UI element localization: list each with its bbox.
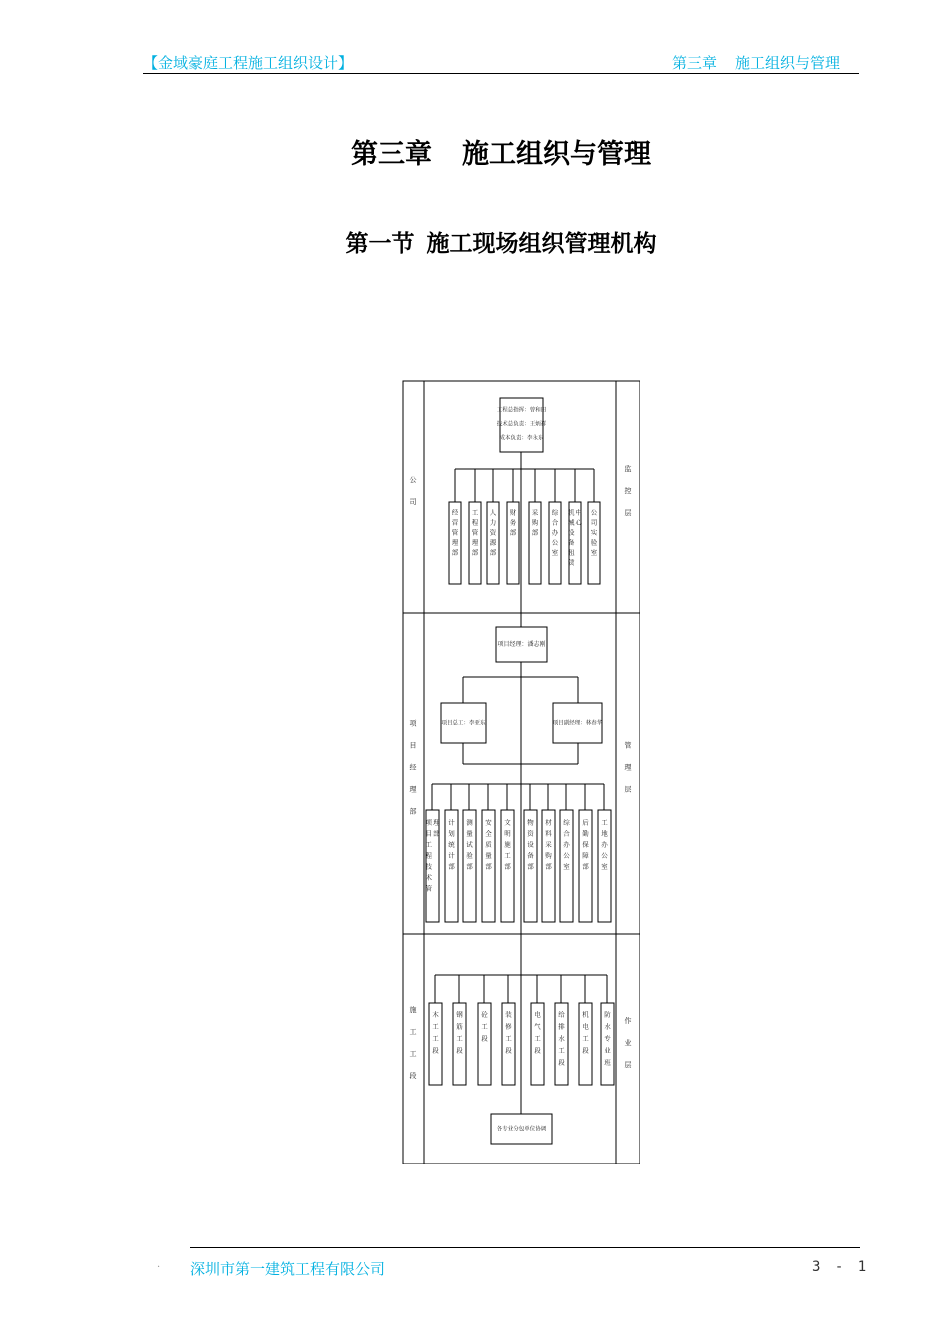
section-team-label: 砼工段 bbox=[481, 1010, 488, 1043]
project-department-label: 项目工程技术管理部 bbox=[425, 818, 440, 893]
section-title-name: 施工现场组织管理机构 bbox=[426, 230, 657, 257]
footer-page-number: 3 - 1 bbox=[812, 1259, 870, 1275]
project-department-label: 物资设备部 bbox=[527, 818, 534, 871]
section-team-label: 装修工段 bbox=[505, 1010, 512, 1055]
project-deputy-text: 项目总工：李亚东 bbox=[441, 720, 486, 727]
footer-company: 深圳市第一建筑工程有限公司 bbox=[190, 1260, 386, 1278]
company-command-text: 成本负责：李永东 bbox=[499, 435, 544, 442]
band-label-left: 施工工段 bbox=[409, 1006, 417, 1080]
header-document-title: 【金域豪庭工程施工组织设计】 bbox=[143, 54, 354, 72]
company-department-label: 机械设备租赁中心 bbox=[568, 508, 582, 567]
band-label-right: 管理层 bbox=[624, 741, 632, 794]
section-team-label: 给排水工段 bbox=[558, 1010, 565, 1067]
section-team-label: 钢筋工段 bbox=[456, 1010, 463, 1055]
band-label-left: 公司 bbox=[409, 476, 417, 506]
section-title-number: 第一节 bbox=[345, 230, 415, 257]
project-department-label: 安全质量部 bbox=[485, 818, 492, 871]
project-deputy-text: 项目副经理：林春华 bbox=[552, 720, 603, 727]
project-department-label: 后勤保障部 bbox=[582, 818, 589, 871]
section-team-label: 防水专业班 bbox=[604, 1010, 611, 1067]
company-department-label: 财务部 bbox=[509, 508, 517, 537]
band-label-left: 项目经理部 bbox=[409, 719, 417, 816]
project-department-label: 测量试验部 bbox=[466, 818, 473, 871]
project-department-label: 材料采购部 bbox=[545, 818, 552, 871]
company-department-label: 公司实验室 bbox=[590, 508, 598, 557]
company-department-label: 经营管理部 bbox=[451, 508, 459, 557]
header-chapter bbox=[672, 52, 840, 73]
company-department-label: 采购部 bbox=[531, 508, 539, 537]
header-chapter-name: 施工组织与管理 bbox=[735, 54, 841, 72]
subcontractor-text: 各专业分包单位协调 bbox=[496, 1126, 547, 1133]
project-manager-text: 项目经理：潘志刚 bbox=[497, 641, 546, 648]
chapter-title-name: 施工组织与管理 bbox=[462, 139, 651, 170]
footer-rule bbox=[190, 1247, 860, 1248]
company-command-text: 工程总指挥：曾和田 bbox=[496, 407, 547, 414]
band-label-right: 监控层 bbox=[624, 465, 632, 517]
footer-dot: · bbox=[157, 1262, 161, 1273]
project-department-label: 综合办公室 bbox=[563, 818, 570, 871]
company-department-label: 工程管理部 bbox=[471, 508, 479, 557]
company-department-label: 综合办公室 bbox=[551, 508, 559, 557]
project-department-label: 工地办公室 bbox=[601, 818, 608, 871]
organization-chart bbox=[400, 378, 640, 1164]
header-rule bbox=[143, 73, 859, 74]
project-department-label: 文明施工部 bbox=[504, 818, 511, 871]
section-team-label: 机电工段 bbox=[582, 1010, 589, 1055]
header-chapter-number: 第三章 bbox=[672, 54, 718, 72]
section-team-label: 木工工段 bbox=[432, 1010, 439, 1055]
chapter-title bbox=[0, 132, 950, 171]
project-department-label: 计划统计部 bbox=[448, 818, 455, 871]
company-department-label: 人力资源部 bbox=[489, 508, 497, 557]
section-team-label: 电气工段 bbox=[534, 1010, 541, 1055]
band-label-right: 作业层 bbox=[624, 1017, 632, 1069]
chapter-title-number: 第三章 bbox=[351, 139, 432, 170]
section-title bbox=[0, 225, 950, 258]
company-command-text: 技术总负责：王炳祥 bbox=[496, 421, 547, 428]
